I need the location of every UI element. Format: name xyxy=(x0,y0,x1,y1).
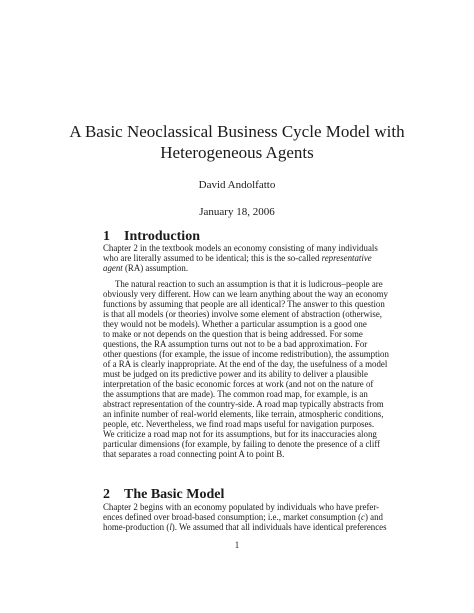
paragraph-line: must be judged on its predictive power and its ability to deliver a plausible xyxy=(103,369,368,379)
paragraph-text: who are literally assumed to be identical; this is the so-called xyxy=(103,253,320,263)
section-title: Introduction xyxy=(124,229,200,244)
paragraph-line: they would not be models). Whether a particular assumption is a good one xyxy=(103,319,367,329)
page-number: 1 xyxy=(234,540,240,550)
paragraph-line: is that all models (or theories) involve some element of abstraction (otherwise, xyxy=(103,309,382,319)
section-heading-basic-model xyxy=(103,487,224,503)
section-title: The Basic Model xyxy=(124,487,225,502)
paragraph-line xyxy=(103,512,383,522)
author-name: David Andolfatto xyxy=(198,179,276,191)
paragraph-line: functions by assuming that people are all identical? The answer to this question xyxy=(103,299,385,309)
paper-title-line-1: A Basic Neoclassical Business Cycle Model with xyxy=(69,122,405,141)
paragraph-line xyxy=(103,522,387,532)
emphasized-term: representative xyxy=(321,253,372,263)
paragraph-text: ) and xyxy=(365,512,383,522)
publication-date: January 18, 2006 xyxy=(199,206,275,218)
paragraph-line: other questions (for example, the issue of income redistribution), the assumption xyxy=(103,349,389,359)
paragraph-line: people, etc. Nevertheless, we find road maps useful for navigation purposes. xyxy=(103,419,375,429)
paragraph-line: that separates a road connecting point A to point B. xyxy=(103,449,285,459)
math-variable: l xyxy=(169,522,172,532)
paragraph-line: We criticize a road map not for its assumptions, but for its inaccuracies along xyxy=(103,429,377,439)
paragraph-line: particular dimensions (for example, by failing to denote the presence of a cliff xyxy=(103,439,381,449)
paragraph-line: obviously very different. How can we learn anything about the way an economy xyxy=(103,289,388,299)
section-number: 1 xyxy=(103,229,110,244)
paragraph-line: abstract representation of the country-side. A road map typically abstracts from xyxy=(103,399,384,409)
paragraph-line: the assumptions that are made). The common road map, for example, is an xyxy=(103,389,368,399)
paragraph-line: Chapter 2 begins with an economy populated by individuals who have prefer- xyxy=(103,502,380,512)
paragraph-line: questions, the RA assumption turns out not to be a bad approximation. For xyxy=(103,339,368,349)
paragraph-line: The natural reaction to such an assumption is that it is ludicrous–people are xyxy=(115,279,383,289)
paragraph-line: of a RA is clearly inappropriate. At the end of the day, the usefulness of a model xyxy=(103,359,388,369)
paragraph-text: ). We assumed that all individuals have identical preferences xyxy=(171,522,387,532)
paragraph-text: (RA) assumption. xyxy=(122,263,189,273)
section-number: 2 xyxy=(103,487,110,502)
math-variable: c xyxy=(361,512,365,522)
paragraph-line: interpretation of the basic economic forces at work (and not on the nature of xyxy=(103,379,374,389)
paragraph-line xyxy=(103,253,372,263)
paragraph-line: an infinite number of real-world elements, like terrain, atmospheric conditions, xyxy=(103,409,384,419)
paragraph-line: to make or not depends on the question that is being addressed. For some xyxy=(103,329,363,339)
emphasized-term: agent xyxy=(103,263,123,273)
paragraph-line xyxy=(103,263,188,273)
paragraph-text: ences defined over broad-based consumption; i.e., market consumption ( xyxy=(103,512,362,522)
paragraph-text: home-production ( xyxy=(103,522,170,532)
paragraph-line: Chapter 2 in the textbook models an economy consisting of many individuals xyxy=(103,243,378,253)
paper-title-line-2: Heterogeneous Agents xyxy=(160,143,314,162)
